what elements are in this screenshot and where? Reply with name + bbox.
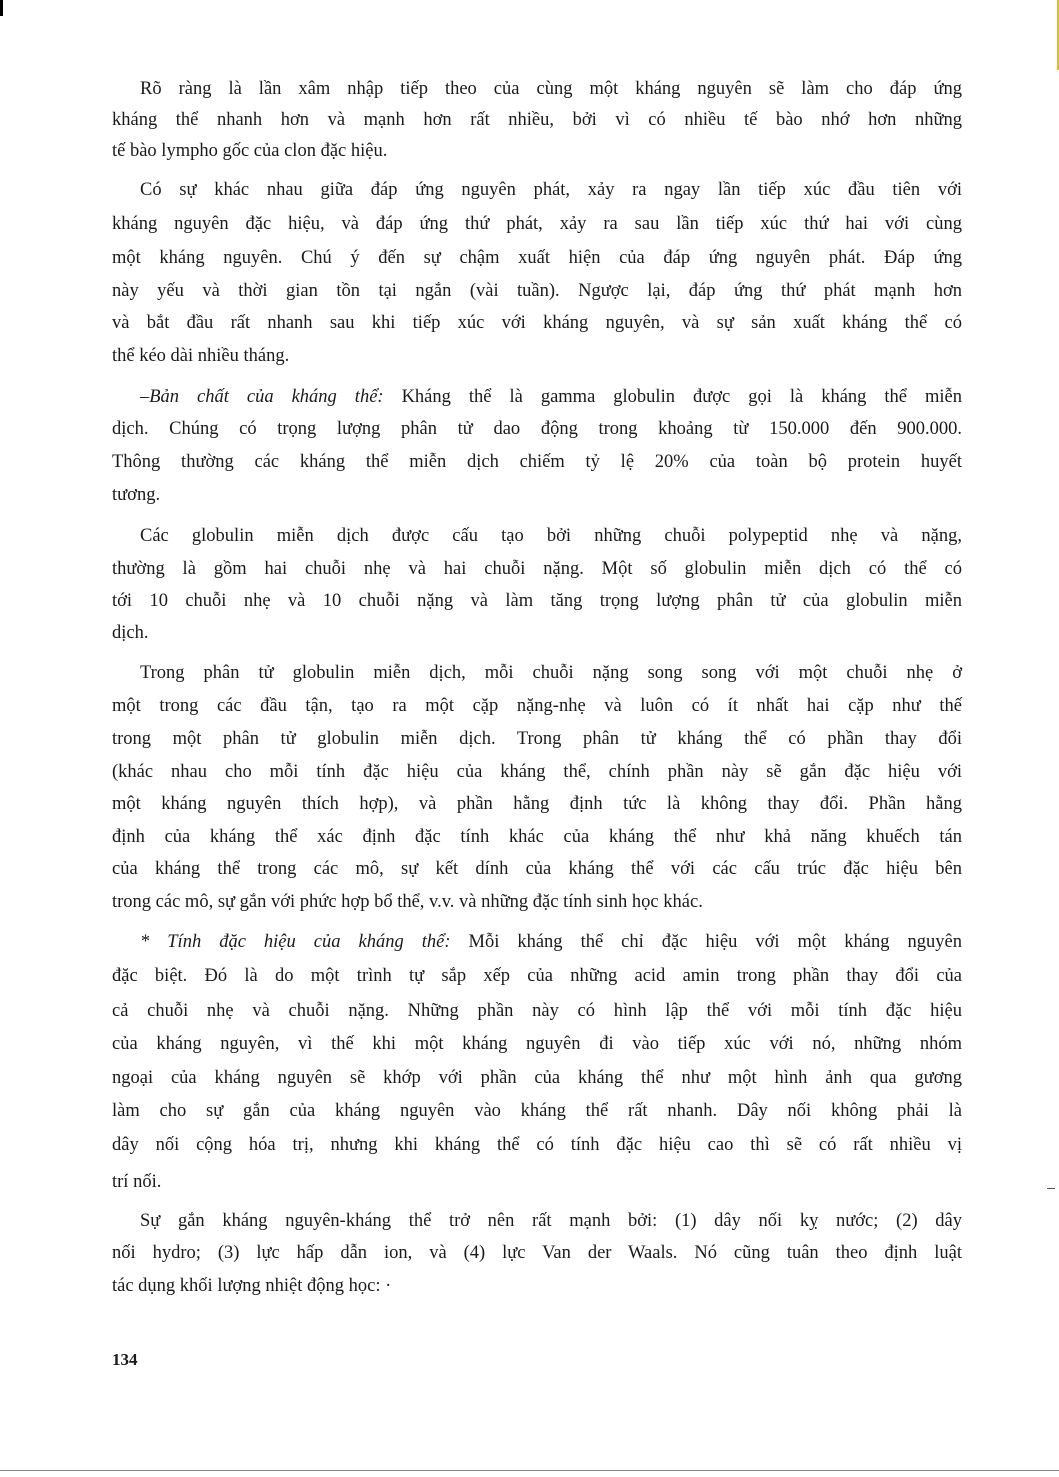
scan-artifact	[1047, 1188, 1055, 1189]
text-line: Thông thường các kháng thể miễn dịch chiếm tỷ lệ 20% của toàn bộ protein huyết	[112, 452, 962, 472]
text-line: nối hydro; (3) lực hấp dẫn ion, và (4) lực Van der Waals. Nó cũng tuân theo định luật	[112, 1243, 962, 1263]
page-bottom-edge	[0, 1470, 1059, 1471]
text-line: Sự gắn kháng nguyên-kháng thể trở nên rất mạnh bởi: (1) dây nối kỵ nước; (2) dây	[140, 1211, 962, 1231]
text-line: của kháng thể trong các mô, sự kết dính của kháng thể với các cấu trúc đặc hiệu bên	[112, 859, 962, 879]
text-line: một trong các đầu tận, tạo ra một cặp nặng-nhẹ và luôn có ít nhất hai cặp như thế	[112, 696, 962, 716]
text-line	[140, 931, 962, 953]
text-line: thường là gồm hai chuỗi nhẹ và hai chuỗi nặng. Một số globulin miễn dịch có thể có	[112, 559, 962, 579]
text-line: dây nối cộng hóa trị, nhưng khi kháng thể có tính đặc hiệu cao thì sẽ có rất nhiều vị	[112, 1135, 962, 1155]
scan-edge-mark	[0, 0, 3, 16]
text-line: tương.	[112, 485, 161, 505]
text-line: trí nối.	[112, 1172, 162, 1192]
text-line: kháng nguyên đặc hiệu, và đáp ứng thứ phát, xảy ra sau lần tiếp xúc thứ hai với cùng	[112, 214, 962, 234]
section-heading: –Bản chất của kháng thể:	[140, 387, 384, 407]
text-line: này yếu và thời gian tồn tại ngắn (vài tuần). Ngược lại, đáp ứng thứ phát mạnh hơn	[112, 281, 962, 301]
text-line: đặc biệt. Đó là do một trình tự sắp xếp của những acid amin trong phần thay đổi của	[112, 966, 962, 986]
text-run: Mỗi kháng thể chỉ đặc hiệu với một kháng nguyên	[450, 932, 962, 952]
text-line: kháng thể nhanh hơn và mạnh hơn rất nhiều, bởi vì có nhiều tế bào nhớ hơn những	[112, 110, 962, 130]
text-line: cả chuỗi nhẹ và chuỗi nặng. Những phần này có hình lập thể với mỗi tính đặc hiệu	[112, 1001, 962, 1021]
text-line: (khác nhau cho mỗi tính đặc hiệu của kháng thể, chính phần này sẽ gắn đặc hiệu với	[112, 762, 962, 782]
text-line: Các globulin miễn dịch được cấu tạo bởi những chuỗi polypeptid nhẹ và nặng,	[140, 526, 962, 546]
text-line	[140, 386, 962, 408]
text-line: tế bào lympho gốc của clon đặc hiệu.	[112, 141, 388, 161]
text-line: Có sự khác nhau giữa đáp ứng nguyên phát, xảy ra ngay lần tiếp xúc đầu tiên với	[140, 180, 962, 200]
text-run: Kháng thể là gamma globulin được gọi là kháng thể miễn	[383, 387, 962, 407]
text-line: trong các mô, sự gắn với phức hợp bổ thể, v.v. và những đặc tính sinh học khác.	[112, 892, 703, 912]
text-line: dịch. Chúng có trọng lượng phân tử dao động trong khoảng từ 150.000 đến 900.000.	[112, 419, 962, 439]
text-line: ngoại của kháng nguyên sẽ khớp với phần của kháng thể như một hình ảnh qua gương	[112, 1068, 962, 1088]
text-line: tác dụng khối lượng nhiệt động học: ·	[112, 1276, 392, 1296]
text-line: trong một phân tử globulin miễn dịch. Trong phân tử kháng thể có phần thay đổi	[112, 729, 962, 749]
section-heading: * Tính đặc hiệu của kháng thể:	[140, 932, 451, 952]
text-line: dịch.	[112, 623, 149, 643]
text-line: một kháng nguyên. Chú ý đến sự chậm xuất hiện của đáp ứng nguyên phát. Đáp ứng	[112, 248, 962, 268]
text-line: của kháng nguyên, vì thế khi một kháng nguyên đi vào tiếp xúc với nó, những nhóm	[112, 1034, 962, 1054]
text-line: tới 10 chuỗi nhẹ và 10 chuỗi nặng và làm tăng trọng lượng phân tử của globulin miễn	[112, 591, 962, 611]
page-number: 134	[112, 1350, 138, 1369]
text-line: định của kháng thể xác định đặc tính khác của kháng thể như khả năng khuếch tán	[112, 827, 962, 847]
text-line: và bắt đầu rất nhanh sau khi tiếp xúc với kháng nguyên, và sự sản xuất kháng thể có	[112, 313, 962, 333]
text-line: Trong phân tử globulin miễn dịch, mỗi chuỗi nặng song song với một chuỗi nhẹ ở	[140, 663, 962, 683]
text-line: thể kéo dài nhiều tháng.	[112, 346, 290, 366]
text-line: một kháng nguyên thích hợp), và phần hằng định tức là không thay đổi. Phần hằng	[112, 794, 962, 814]
text-line: làm cho sự gắn của kháng nguyên vào kháng thể rất nhanh. Dây nối không phải là	[112, 1101, 962, 1121]
text-line: Rõ ràng là lần xâm nhập tiếp theo của cùng một kháng nguyên sẽ làm cho đáp ứng	[140, 79, 962, 99]
